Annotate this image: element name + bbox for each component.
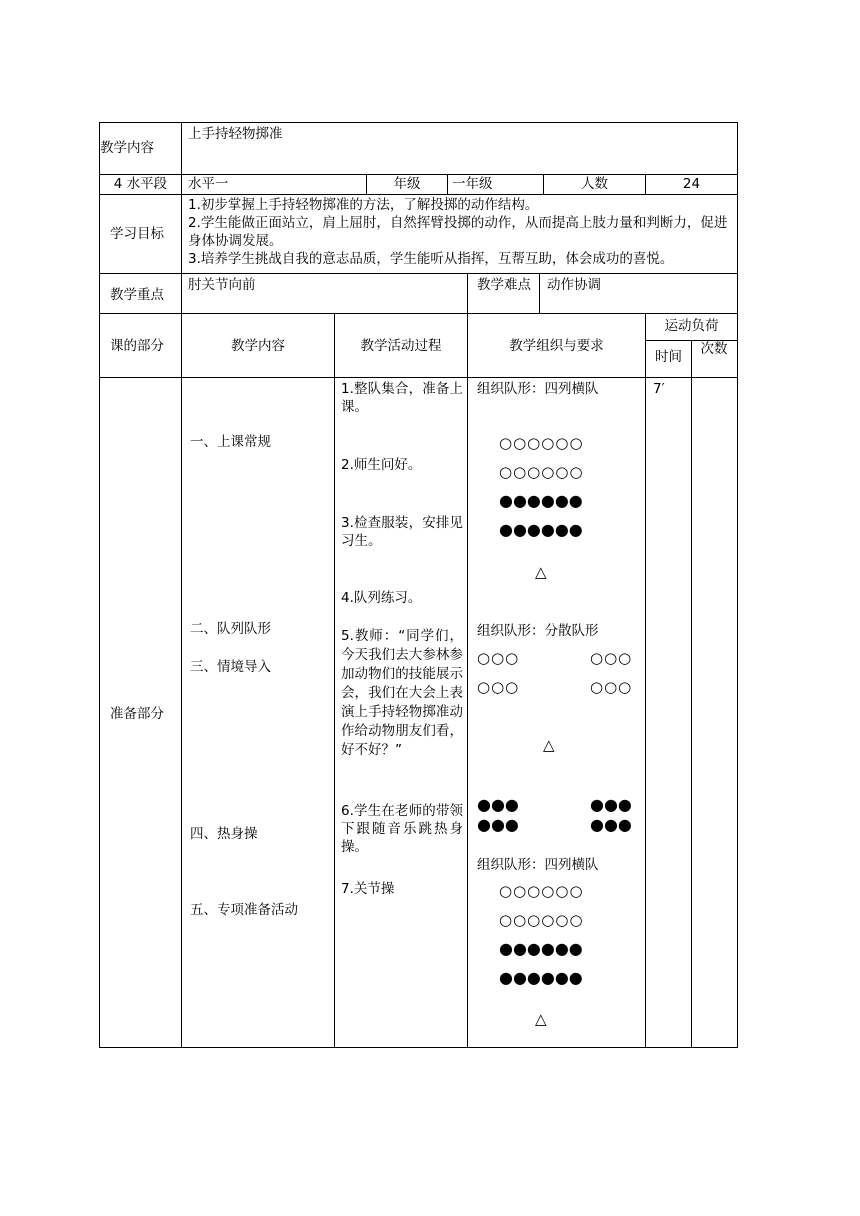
formation-filled-row: ●●●●●●	[499, 968, 583, 987]
org-label-2: 组织队形：分散队形	[477, 623, 599, 639]
scatter-filled-group: ●●●	[590, 815, 632, 834]
content-item-5: 五、专项准备活动	[190, 902, 298, 918]
teacher-triangle: △	[535, 1010, 548, 1028]
org-label-3: 组织队形：四列横队	[477, 857, 599, 873]
content-item-4: 四、热身操	[190, 826, 258, 842]
count-value: 24	[682, 176, 701, 192]
formation-open-row: ○○○○○○	[499, 911, 584, 929]
level-label: 4 水平段	[113, 176, 168, 192]
col-organization: 教学组织与要求	[509, 338, 604, 354]
scatter-filled-group: ●●●	[590, 795, 632, 814]
focus-label: 教学重点	[110, 287, 164, 303]
difficulty-value: 动作协调	[547, 277, 601, 293]
formation-open-row: ○○○○○○	[499, 434, 584, 452]
col-reps: 次数	[700, 341, 728, 357]
step-1: 1.整队集合，准备上课。	[341, 381, 463, 415]
difficulty-label: 教学难点	[477, 277, 531, 293]
col-content: 教学内容	[231, 338, 285, 354]
content-item-2: 二、队列队形	[190, 621, 271, 637]
formation-filled-row: ●●●●●●	[499, 491, 583, 510]
content-item-3: 三、情境导入	[190, 659, 271, 675]
goals-list	[188, 196, 734, 268]
step-5: 5.教师：“同学们，今天我们去大参林参加动物们的技能展示会，我们在大会上表演上手持轻物掷准动作给动物朋友们看，好不好？”	[341, 628, 463, 758]
formation-filled-row: ●●●●●●	[499, 520, 583, 539]
goals-label: 学习目标	[110, 226, 164, 242]
scatter-open-group: ○○○	[477, 678, 520, 696]
content-value: 上手持轻物掷准	[188, 126, 283, 142]
org-label-1: 组织队形：四列横队	[477, 381, 599, 397]
formation-open-row: ○○○○○○	[499, 463, 584, 481]
grade-label: 年级	[393, 176, 421, 192]
step-2: 2.师生问好。	[341, 457, 422, 473]
scatter-filled-group: ●●●	[477, 815, 519, 834]
focus-value: 肘关节向前	[188, 277, 256, 293]
count-label: 人数	[581, 176, 608, 192]
scatter-open-group: ○○○	[590, 678, 633, 696]
formation-filled-row: ●●●●●●	[499, 939, 583, 958]
scatter-open-group: ○○○	[590, 649, 633, 667]
content-label: 教学内容	[100, 140, 154, 156]
level-value: 水平一	[188, 176, 229, 192]
col-part: 课的部分	[110, 338, 164, 354]
col-load: 运动负荷	[664, 318, 719, 334]
step-6: 6.学生在老师的带领下跟随音乐跳热身操。	[341, 803, 463, 855]
goal-1: 1.初步掌握上手持轻物掷准的方法，了解投掷的动作结构。	[188, 197, 539, 213]
step-3: 3.检查服装，安排见习生。	[341, 515, 463, 549]
scatter-filled-group: ●●●	[477, 795, 519, 814]
goal-3: 3.培养学生挑战自我的意志品质，学生能听从指挥，互帮互助，体会成功的喜悦。	[188, 251, 674, 267]
goal-2: 2.学生能做正面站立，肩上屈肘，自然挥臂投掷的动作，从而提高上肢力量和判断力，促进身体协调发展。	[188, 215, 728, 249]
formation-open-row: ○○○○○○	[499, 882, 584, 900]
step-7: 7.关节操	[341, 881, 395, 897]
section-part: 准备部分	[110, 706, 164, 722]
content-item-1: 一、上课常规	[190, 434, 271, 450]
col-process: 教学活动过程	[360, 338, 442, 354]
step-4: 4.队列练习。	[341, 590, 422, 606]
teacher-triangle: △	[535, 563, 548, 581]
section-time: 7′	[653, 381, 665, 397]
col-time: 时间	[655, 349, 682, 365]
teacher-triangle: △	[543, 736, 556, 754]
scatter-open-group: ○○○	[477, 649, 520, 667]
grade-value: 一年级	[452, 176, 493, 192]
